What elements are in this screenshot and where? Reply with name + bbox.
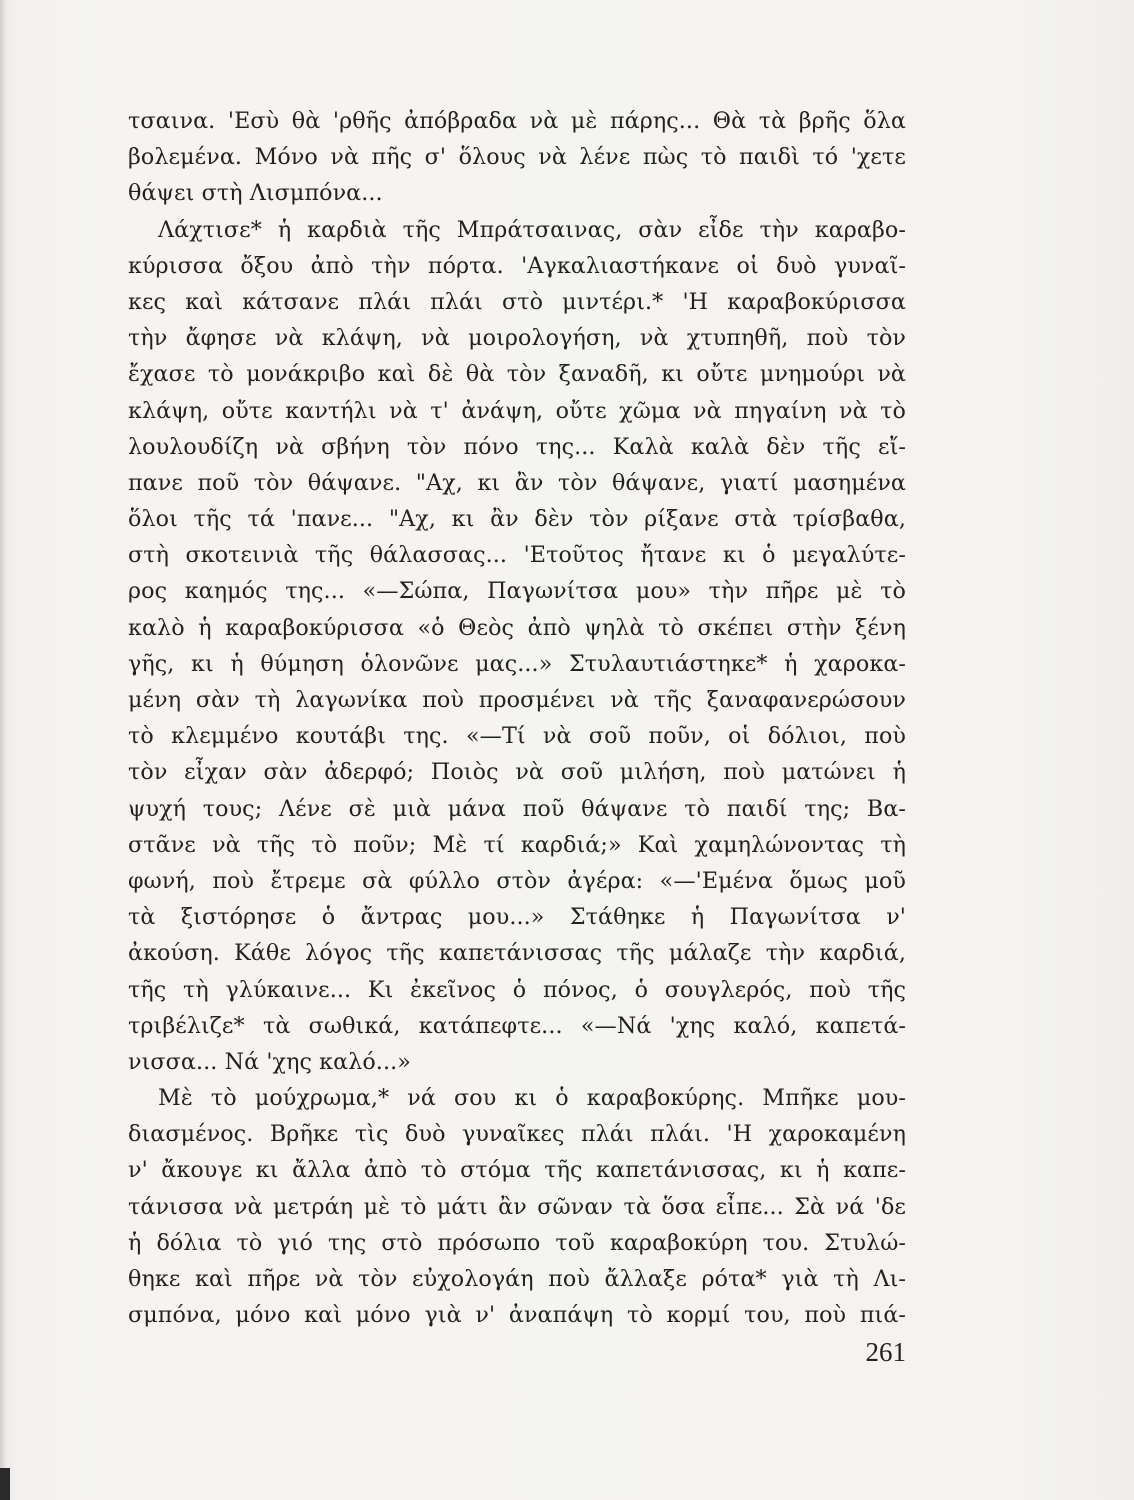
text-line: καλὸ ἡ καραβοκύρισσα «ὁ Θεὸς ἀπὸ ψηλὰ τὸ σκέπει στὴν ξένη: [128, 614, 906, 641]
text-line: γῆς, κι ἡ θύμηση ὁλονῶνε μας...» Στυλαυτιάστηκε* ἡ χαροκα-: [128, 650, 906, 677]
text-line: θάψει στὴ Λισμπόνα...: [128, 180, 383, 207]
text-line: στᾶνε νὰ τῆς τὸ ποῦν; Μὲ τί καρδιά;» Καὶ χαμηλώνοντας τὴ: [128, 831, 906, 858]
text-line: τὸ κλεμμένο κουτάβι της. «—Τί νὰ σοῦ ποῦν, οἱ δόλιοι, ποὺ: [128, 723, 906, 750]
text-line: τὸν εἶχαν σὰν ἀδερφό; Ποιὸς νὰ σοῦ μιλήση, ποὺ ματώνει ἡ: [128, 759, 906, 786]
text-line: νισσα... Νά 'χης καλό...»: [128, 1048, 411, 1075]
text-line: ψυχή τους; Λένε σὲ μιὰ μάνα ποῦ θάψανε τὸ παιδί της; Βα-: [128, 795, 906, 822]
text-line: ὅλοι τῆς τά 'πανε... "Αχ, κι ἂν δὲν τὸν ρίξανε στὰ τρίσβαθα,: [128, 506, 906, 533]
text-line: στὴ σκοτεινιὰ τῆς θάλασσας... 'Ετοῦτος ἤτανε κι ὁ μεγαλύτε-: [128, 542, 906, 569]
text-line: τῆς τὴ γλύκαινε... Κι ἐκεῖνος ὁ πόνος, ὁ σουγλερός, ποὺ τῆς: [128, 976, 906, 1003]
text-line: Μὲ τὸ μούχρωμα,* νά σου κι ὁ καραβοκύρης. Μπῆκε μου-: [158, 1085, 906, 1112]
page-number: 261: [865, 1337, 906, 1367]
text-line: θηκε καὶ πῆρε νὰ τὸν εὐχολογάη ποὺ ἄλλαξε ρότα* γιὰ τὴ Λι-: [128, 1266, 906, 1292]
text-line: τάνισσα νὰ μετράη μὲ τὸ μάτι ἂν σῶναν τὰ ὅσα εἶπε... Σὰ νά 'δε: [128, 1193, 906, 1220]
text-line: φωνή, ποὺ ἔτρεμε σὰ φύλλο στὸν ἀγέρα: «—'Εμένα ὅμως μοῦ: [128, 867, 906, 894]
text-line: ἔχασε τὸ μονάκριβο καὶ δὲ θὰ τὸν ξαναδῆ, κι οὔτε μνημούρι νὰ: [128, 361, 906, 388]
page-binding-edge: [0, 0, 6, 1500]
text-line: κύρισσα ὄξου ἀπὸ τὴν πόρτα. 'Αγκαλιαστήκανε οἱ δυὸ γυναῖ-: [128, 252, 906, 279]
text-line: τσαινα. 'Εσὺ θὰ 'ρθῆς ἀπόβραδα νὰ μὲ πάρης... Θὰ τὰ βρῆς ὅλα: [128, 108, 906, 134]
text-line: Λάχτισε* ἡ καρδιὰ τῆς Μπράτσαινας, σὰν εἶδε τὴν καραβο-: [158, 216, 906, 243]
text-line: πανε ποῦ τὸν θάψανε. "Αχ, κι ἂν τὸν θάψανε, γιατί μασημένα: [128, 469, 906, 496]
text-line: σμπόνα, μόνο καὶ μόνο γιὰ ν' ἀναπάψη τὸ κορμί του, ποὺ πιά-: [128, 1302, 906, 1329]
text-line: τὴν ἄφησε νὰ κλάψη, νὰ μοιρολογήση, νὰ χτυπηθῆ, ποὺ τὸν: [128, 325, 906, 352]
text-line: ρος καημός της... «—Σώπα, Παγωνίτσα μου» τὴν πῆρε μὲ τὸ: [128, 578, 906, 605]
text-line: ν' ἄκουγε κι ἄλλα ἀπὸ τὸ στόμα τῆς καπετάνισσας, κι ἡ καπε-: [128, 1157, 906, 1184]
text-line: μένη σὰν τὴ λαγωνίκα ποὺ προσμένει νὰ τῆς ξαναφανερώσουν: [128, 687, 906, 713]
text-line: κες καὶ κάτσανε πλάι πλάι στὸ μιντέρι.* 'Η καραβοκύρισσα: [128, 288, 906, 315]
text-line: τριβέλιζε* τὰ σωθικά, κατάπεφτε... «—Νά 'χης καλό, καπετά-: [128, 1012, 906, 1039]
text-line: τὰ ξιστόρησε ὁ ἄντρας μου...» Στάθηκε ἡ Παγωνίτσα ν': [128, 904, 906, 931]
text-line: διασμένος. Βρῆκε τὶς δυὸ γυναῖκες πλάι πλάι. 'Η χαροκαμένη: [128, 1121, 906, 1148]
text-line: βολεμένα. Μόνο νὰ πῆς σ' ὅλους νὰ λένε πὼς τὸ παιδὶ τό 'χετε: [128, 144, 906, 171]
scan-corner-mark: [0, 1468, 10, 1500]
text-line: κλάψη, οὔτε καντήλι νὰ τ' ἀνάψη, οὔτε χῶμα νὰ πηγαίνη νὰ τὸ: [128, 397, 906, 424]
body-text: [128, 103, 906, 1333]
text-line: ἀκούση. Κάθε λόγος τῆς καπετάνισσας τῆς μάλαζε τὴν καρδιά,: [128, 940, 906, 967]
text-line: ἡ δόλια τὸ γιό της στὸ πρόσωπο τοῦ καραβοκύρη του. Στυλώ-: [128, 1229, 906, 1256]
text-line: λουλουδίζη νὰ σβήνη τὸν πόνο της... Καλὰ καλὰ δὲν τῆς εἴ-: [128, 433, 906, 460]
